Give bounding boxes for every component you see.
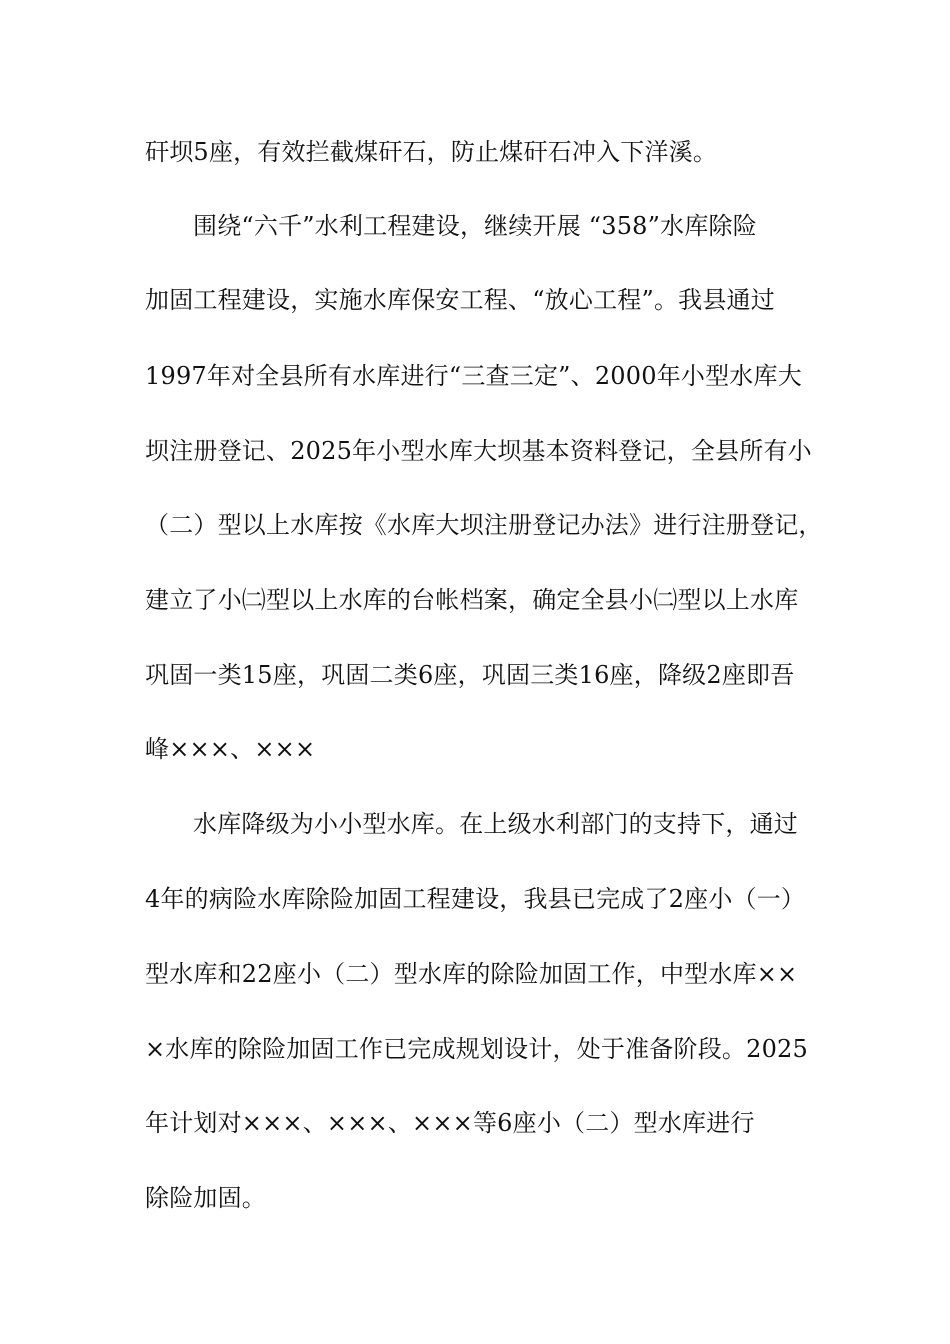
text-line: （二）型以上水库按《水库大坝注册登记办法》进行注册登记， xyxy=(145,511,823,539)
paragraph-start-line: 水库降级为小小型水库。在上级水利部门的支持下，通过 xyxy=(193,810,798,838)
text-line: 型水库和22座小（二）型水库的除险加固工作，中型水库×× xyxy=(145,960,798,988)
text-line: 坝注册登记、2025年小型水库大坝基本资料登记，全县所有小 xyxy=(145,437,812,465)
text-line: 除险加固。 xyxy=(145,1184,266,1212)
text-line: 建立了小㈡型以上水库的台帐档案，确定全县小㈡型以上水库 xyxy=(145,586,799,614)
text-line: 加固工程建设，实施水库保安工程、“放心工程”。我县通过 xyxy=(145,286,775,314)
text-line: 矸坝5座，有效拦截煤矸石，防止煤矸石冲入下洋溪。 xyxy=(145,138,718,166)
text-line: ×水库的除险加固工作已完成规划设计，处于准备阶段。2025 xyxy=(145,1035,808,1063)
paragraph-start-line: 围绕“六千”水利工程建设，继续开展 “358”水库除险 xyxy=(193,212,757,240)
text-line: 1997年对全县所有水库进行“三查三定”、2000年小型水库大 xyxy=(145,362,802,390)
text-line: 年计划对×××、×××、×××等6座小（二）型水库进行 xyxy=(145,1109,755,1137)
text-line: 巩固一类15座，巩固二类6座，巩固三类16座，降级2座即吾 xyxy=(145,661,795,689)
text-line: 4年的病险水库除险加固工程建设，我县已完成了2座小（一） xyxy=(145,885,806,913)
text-line: 峰×××、××× xyxy=(145,735,316,763)
